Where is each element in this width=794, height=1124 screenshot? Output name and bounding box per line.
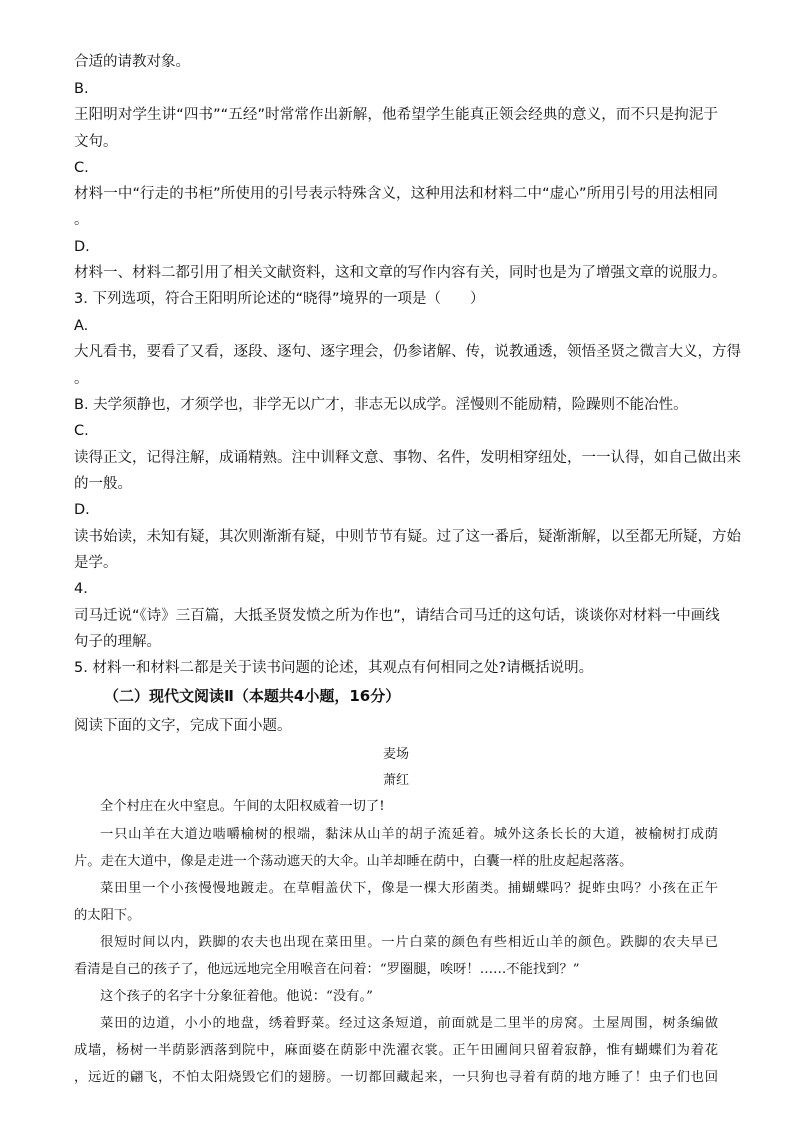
text-line: 读得正文，记得注解，成诵精熟。注中训释文意、事物、名件，发明相穿纽处，一一认得，如自己做出来 — [74, 450, 741, 466]
text-line: 合适的请教对象。 — [74, 54, 190, 70]
option-label: C. — [74, 423, 89, 439]
instruction: 阅读下面的文字，完成下面小题。 — [74, 718, 292, 734]
text-line: 材料一中“行走的书柜”所使用的引号表示特殊含义，这种用法和材料二中“虚心”所用引号的用法相同 — [74, 186, 718, 202]
text-line: 王阳明对学生讲“四书”“五经”时常常作出新解，他希望学生能真正领会经典的意义，而不只是拘泥于 — [74, 107, 718, 123]
question-3: 3. 下列选项，符合王阳明所论述的“晓得”境界的一项是（ ） — [74, 291, 485, 307]
question-5: 5. 材料一和材料二都是关于读书问题的论述，其观点有何相同之处?请概括说明。 — [74, 660, 594, 676]
section-heading: （二）现代文阅读Ⅱ（本题共4小题，16分） — [104, 687, 401, 705]
story-line: 很短时间以内，跌脚的农夫也出现在菜田里。一片白菜的颜色有些相近山羊的颜色。跌脚的农夫早已 — [100, 935, 718, 950]
story-line: 片。走在大道中，像是走进一个荡动遮天的大伞。山羊却睡在荫中，白囊一样的肚皮起起落落。 — [74, 854, 633, 869]
story-author: 萧红 — [382, 773, 409, 788]
story-line: 的太阳下。 — [74, 908, 141, 923]
question-4-label: 4. — [74, 581, 88, 597]
option-label: D. — [74, 239, 90, 255]
story-line: 成墙，杨树一半荫影洒落到院中，麻面婆在荫影中洗濯衣裳。正午田圃间只留着寂静，惟有蝴蝶们为着花 — [74, 1043, 718, 1058]
text-line: 材料一、材料二都引用了相关文献资料，这和文章的写作内容有关，同时也是为了增强文章的说服力。 — [74, 265, 727, 281]
text-line: 文句。 — [74, 134, 118, 150]
text-line: 大凡看书，要看了又看，逐段、逐句、逐字理会，仍参诸解、传，说教通透，领悟圣贤之微言大义，方得 — [74, 344, 741, 360]
story-line: 这个孩子的名字十分象征着他。他说：“没有。” — [100, 989, 373, 1004]
option-label: A. — [74, 318, 89, 334]
option-label: D. — [74, 502, 90, 518]
text-line: 是学。 — [74, 555, 118, 571]
story-line: 菜田里一个小孩慢慢地踱走。在草帽盖伏下，像是一棵大形菌类。捕蝴蝶吗？捉蚱虫吗？小孩在正午 — [100, 881, 718, 896]
option-label: C. — [74, 160, 89, 176]
story-line: ，远近的翩飞，不怕太阳烧毁它们的翅膀。一切都回藏起来，一只狗也寻着有荫的地方睡了！虫子们也回 — [74, 1070, 718, 1085]
story-line: 一只山羊在大道边啮嚼榆树的根端，黏沫从山羊的胡子流延着。城外这条长长的大道，被榆树打成荫 — [100, 827, 718, 842]
story-title: 麦场 — [382, 747, 409, 762]
story-line: 全个村庄在火中窒息。午间的太阳权威着一切了! — [100, 799, 385, 814]
text-line: 。 — [74, 212, 89, 228]
option-label: B. — [74, 81, 89, 97]
story-line: 菜田的边道，小小的地盘，绣着野菜。经过这条短道，前面就是二里半的房窝。土屋周围，树条编做 — [100, 1016, 718, 1031]
option-b: B. 夫学须静也，才须学也，非学无以广才，非志无以成学。淫慢则不能励精，险躁则不能冶性。 — [74, 397, 688, 413]
text-line: 。 — [74, 371, 89, 387]
text-line: 句子的理解。 — [74, 634, 161, 650]
text-line: 的一般。 — [74, 476, 132, 492]
story-line: 看清是自己的孩子了，他远远地完全用喉音在问着：“罗圈腿，唉呀！……不能找到？” — [74, 962, 580, 977]
text-line: 读书始读，未知有疑，其次则渐渐有疑，中则节节有疑。过了这一番后，疑渐渐解，以至都无所疑，方始 — [74, 529, 741, 545]
text-line: 司马迁说“《诗》三百篇，大抵圣贤发愤之所为作也”，请结合司马迁的这句话，谈谈你对材料一中画线 — [74, 608, 720, 624]
